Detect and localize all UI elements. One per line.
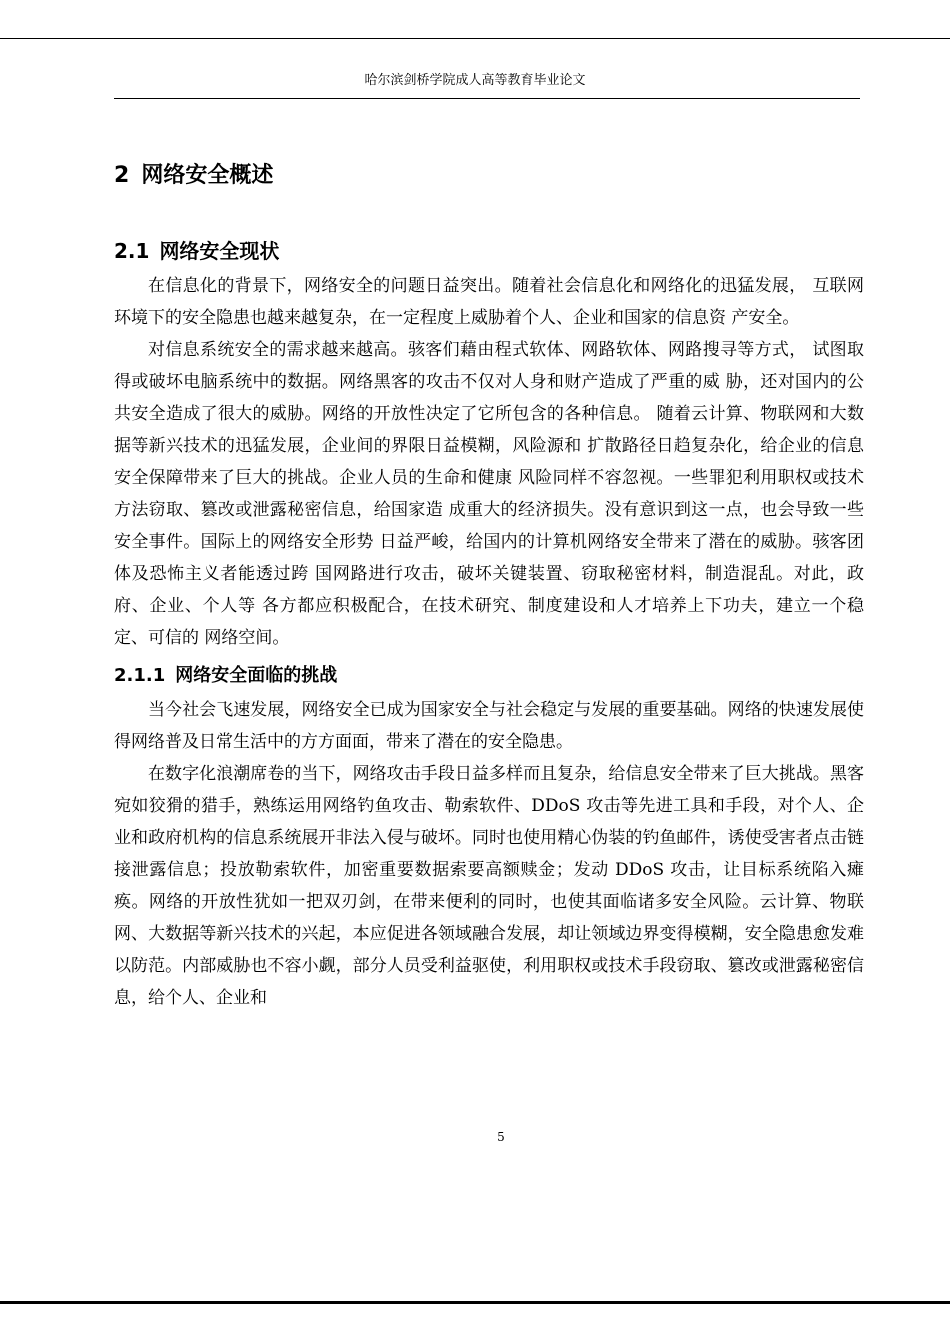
header-underline <box>114 98 860 99</box>
chapter-number: 2 <box>114 163 130 188</box>
page-header: 哈尔滨剑桥学院成人高等教育毕业论文 <box>364 73 586 88</box>
body-paragraph: 对信息系统安全的需求越来越高。骇客们藉由程式软体、网路软体、网路搜寻等方式， 试图取得或破坏电脑系统中的数据。网络黑客的攻击不仅对人身和财产造成了严重的威 胁，还对国内的公共安全造成了很大的威胁。网络的开放性决定了它所包含的各种信息。 随着云计算、物联网和大数据等新兴技术的迅猛发展，企业间的界限日益模糊，风险源和 扩散路径日趋复杂化，给企业的信息安全保障带来了巨大的挑战。企业人员的生命和健康 风险同样不容忽视。一些罪犯利用职权或技术方法窃取、篡改或泄露秘密信息，给国家造 成重大的经济损失。没有意识到这一点，也会导致一些安全事件。国际上的网络安全形势 日益严峻，给国内的计算机网络安全带来了潜在的威胁。骇客团体及恐怖主义者能透过跨 国网路进行攻击，破坏关键装置、窃取秘密材料，制造混乱。对此，政府、企业、个人等 各方都应积极配合，在技术研究、制度建设和人才培养上下功夫，建立一个稳定、可信的 网络空间。 <box>114 340 864 648</box>
bottom-border-rule <box>0 1301 950 1304</box>
chapter-heading <box>114 160 864 192</box>
body-paragraph: 当今社会飞速发展，网络安全已成为国家安全与社会稳定与发展的重要基础。网络的快速发展使得网络普及日常生活中的方方面面，带来了潜在的安全隐患。 <box>114 700 864 752</box>
chapter-title: 网络安全概述 <box>141 163 274 188</box>
body-paragraph: 在信息化的背景下，网络安全的问题日益突出。随着社会信息化和网络化的迅猛发展， 互联网环境下的安全隐患也越来越复杂，在一定程度上威胁着个人、企业和国家的信息资 产安全。 <box>114 276 864 328</box>
body-paragraph: 在数字化浪潮席卷的当下，网络攻击手段日益多样而且复杂，给信息安全带来了巨大挑战。黑客宛如狡猾的猎手，熟练运用网络钓鱼攻击、勒索软件、DDoS 攻击等先进工具和手段，对个人、企业和政府机构的信息系统展开非法入侵与破坏。同时也使用精心伪装的钓鱼邮件，诱使受害者点击链接泄露信息；投放勒索软件，加密重要数据索要高额赎金；发动 DDoS 攻击，让目标系统陷入瘫痪。网络的开放性犹如一把双刃剑，在带来便利的同时，也使其面临诸多安全风险。云计算、物联网、大数据等新兴技术的兴起，本应促进各领域融合发展，却让领域边界变得模糊，安全隐患愈发难以防范。内部威胁也不容小觑，部分人员受利益驱使，利用职权或技术手段窃取、篡改或泄露秘密信息，给个人、企业和 <box>114 764 864 1008</box>
subsection-number: 2.1.1 <box>114 665 166 686</box>
section-title: 网络安全现状 <box>159 239 280 263</box>
subsection-heading <box>114 662 864 690</box>
section-number: 2.1 <box>114 239 150 263</box>
top-border-rule <box>0 38 950 39</box>
page-body <box>114 160 864 1014</box>
section-heading <box>114 236 864 266</box>
subsection-title: 网络安全面临的挑战 <box>175 665 338 686</box>
page-number: 5 <box>497 1130 505 1144</box>
